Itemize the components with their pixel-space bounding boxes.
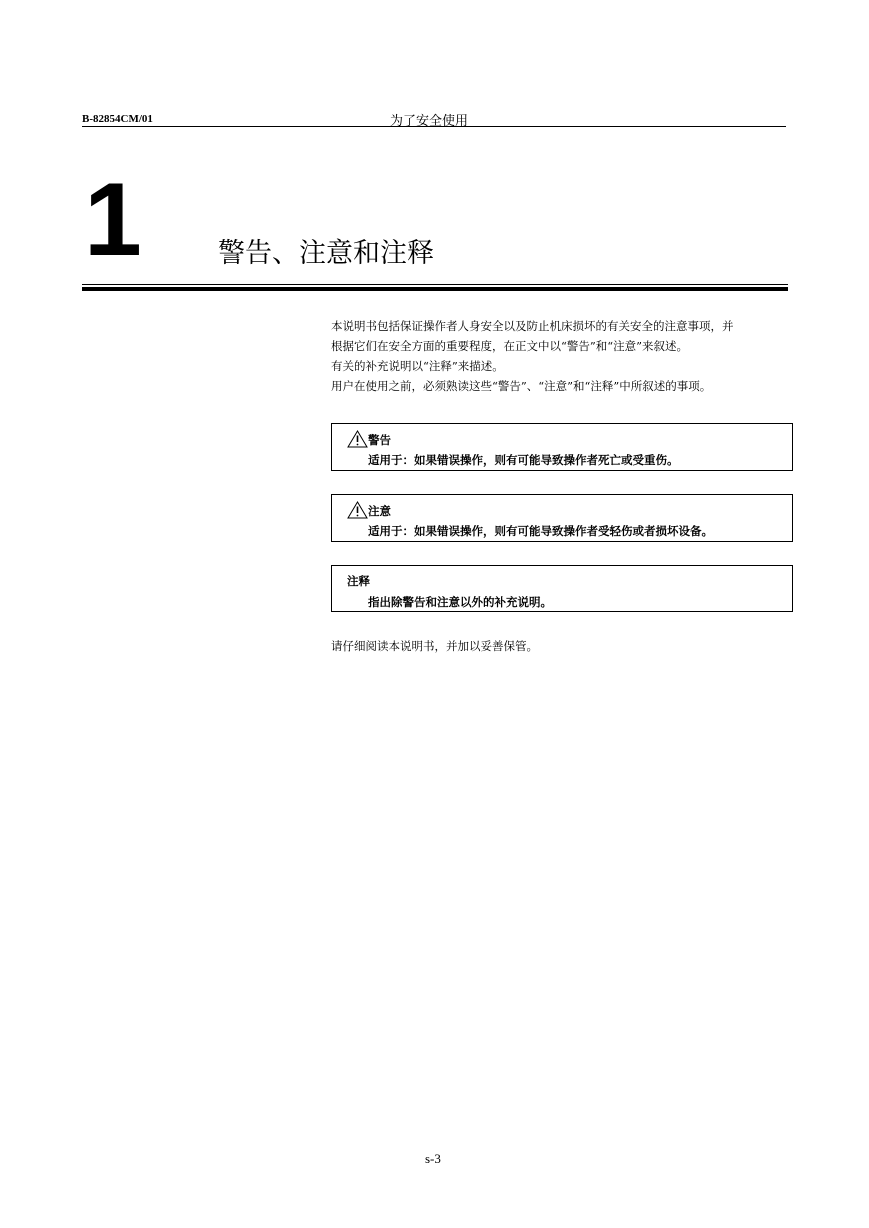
document-code: B-82854CM/01	[82, 113, 153, 125]
running-title: 为了安全使用	[390, 114, 469, 129]
chapter-rule-thick	[82, 287, 788, 291]
chapter-number: 1	[84, 162, 142, 278]
caution-heading	[347, 501, 391, 519]
note-body: 指出除警告和注意以外的补充说明。	[368, 595, 552, 609]
intro-line: 有关的补充说明以“注释”来描述。	[331, 359, 504, 373]
intro-line: 本说明书包括保证操作者人身安全以及防止机床损坏的有关安全的注意事项，并	[331, 319, 734, 333]
warning-triangle-icon	[347, 430, 368, 448]
closing-sentence: 请仔细阅读本说明书，并加以妥善保管。	[331, 639, 538, 653]
header-rule	[82, 126, 786, 127]
chapter-title: 警告、注意和注释	[218, 238, 434, 269]
warning-box	[331, 423, 793, 471]
caution-title: 注意	[368, 504, 391, 518]
intro-line: 根据它们在安全方面的重要程度，在正文中以“警告”和“注意”来叙述。	[331, 339, 689, 353]
warning-body: 适用于：如果错误操作，则有可能导致操作者死亡或受重伤。	[368, 453, 679, 467]
caution-box	[331, 494, 793, 542]
intro-line: 用户在使用之前，必须熟读这些“警告”、“注意”和“注释”中所叙述的事项。	[331, 379, 712, 393]
page-number: s-3	[425, 1151, 441, 1166]
warning-title: 警告	[368, 433, 391, 447]
note-box	[331, 565, 793, 612]
chapter-rule-thin	[82, 284, 788, 285]
warning-heading	[347, 430, 391, 448]
note-title: 注释	[347, 574, 370, 588]
caution-body: 适用于：如果错误操作，则有可能导致操作者受轻伤或者损坏设备。	[368, 524, 713, 538]
warning-triangle-icon	[347, 501, 368, 519]
intro-paragraph	[331, 316, 801, 396]
